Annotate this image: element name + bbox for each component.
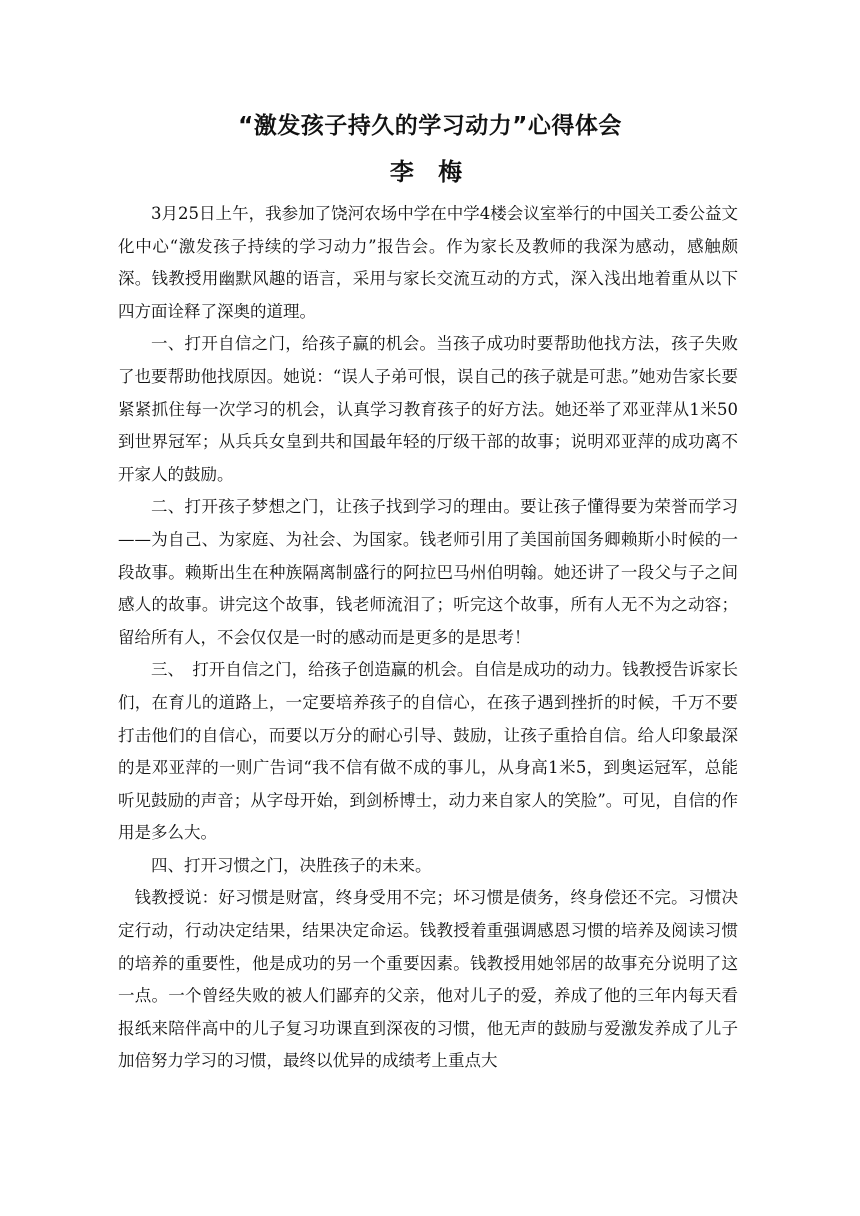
paragraph-point-4-detail: 钱教授说：好习惯是财富，终身受用不完；坏习惯是债务，终身偿还不完。习惯决定行动，行动决定结果，结果决定命运。钱教授着重强调感恩习惯的培养及阅读习惯的培养的重要性，他是成功的另一个重要因素。钱教授用她邻居的故事充分说明了这一点。一个曾经失败的被人们鄙弃的父亲，他对儿子的爱，养成了他的三年内每天看报纸来陪伴高中的儿子复习功课直到深夜的习惯，他无声的鼓励与爱激发养成了儿子加倍努力学习的习惯，最终以优异的成绩考上重点大 [118, 888, 738, 1071]
paragraph-intro: 3月25日上午，我参加了饶河农场中学在中学4楼会议室举行的中国关工委公益文化中心“激发孩子持续的学习动力”报告会。作为家长及教师的我深为感动，感触颇深。钱教授用幽默风趣的语言，采用与家长交流互动的方式，深入浅出地着重从以下四方面诠释了深奥的道理。 [118, 204, 738, 321]
paragraph-point-2: 二、打开孩子梦想之门，让孩子找到学习的理由。要让孩子懂得要为荣誉而学习——为自己、为家庭、为社会、为国家。钱老师引用了美国前国务卿赖斯小时候的一段故事。赖斯出生在种族隔离制盛行的阿拉巴马州伯明翰。她还讲了一段父与子之间感人的故事。讲完这个故事，钱老师流泪了；听完这个故事，所有人无不为之动容；留给所有人，不会仅仅是一时的感动而是更多的是思考！ [118, 497, 738, 647]
document-body [118, 198, 738, 1078]
paragraph-point-3: 三、 打开自信之门，给孩子创造赢的机会。自信是成功的动力。钱教授告诉家长们，在育儿的道路上，一定要培养孩子的自信心，在孩子遇到挫折的时候，千万不要打击他们的自信心，而要以万分的耐心引导、鼓励，让孩子重拾自信。给人印象最深的是邓亚萍的一则广告词“我不信有做不成的事儿，从身高1米5，到奥运冠军，总能听见鼓励的声音；从字母开始，到剑桥博士，动力来自家人的笑脸”。可见，自信的作用是多么大。 [118, 660, 738, 843]
document-title: “激发孩子持久的学习动力”心得体会 [238, 113, 622, 139]
paragraph-point-4: 四、打开习惯之门，决胜孩子的未来。 [151, 855, 432, 875]
paragraph-point-1: 一、打开自信之门，给孩子赢的机会。当孩子成功时要帮助他找方法，孩子失败了也要帮助他找原因。她说：“误人子弟可恨，误自己的孩子就是可悲。”她劝告家长要紧紧抓住每一次学习的机会，认真学习教育孩子的好方法。她还举了邓亚萍从1米50到世界冠军；从兵兵女皇到共和国最年轻的厅级干部的故事；说明邓亚萍的成功离不开家人的鼓励。 [118, 334, 738, 484]
author-name: 李 梅 [389, 158, 471, 186]
